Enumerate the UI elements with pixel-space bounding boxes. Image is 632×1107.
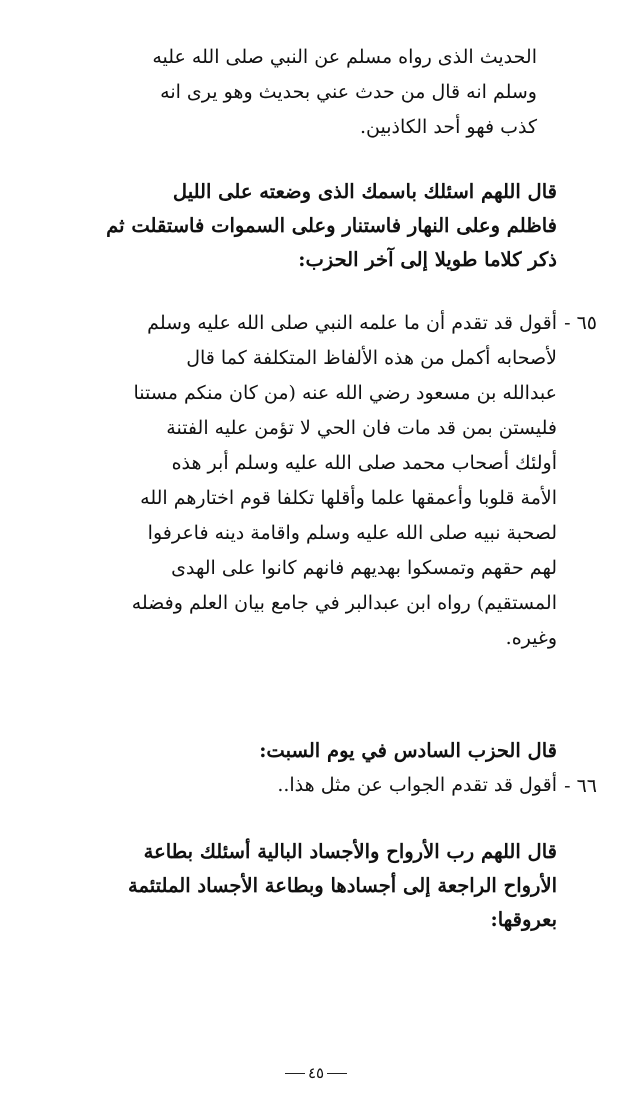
paragraph-numbered-65	[57, 306, 597, 656]
paragraph-hadith-note	[57, 40, 537, 145]
number-dash: -	[564, 312, 571, 334]
text-line: عبدالله بن مسعود رضي الله عنه (من كان منكم مستنا	[133, 382, 557, 404]
text-line: ذكر كلاما طويلا إلى آخر الحزب:	[298, 248, 557, 271]
text-line: لأصحابه أكمل من هذه الألفاظ المتكلفة كما قال	[186, 347, 557, 369]
text-line: المستقيم) رواه ابن عبدالبر في جامع بيان العلم وفضله	[131, 592, 557, 614]
text-line: قال اللهم رب الأرواح والأجساد البالية أسئلك بطاعة	[143, 840, 557, 863]
number-label: ٦٥	[576, 312, 597, 334]
text-line: فاظلم وعلى النهار فاستنار وعلى السموات فاستقلت ثم	[106, 214, 557, 237]
paragraph-section-sixth-hizb	[57, 734, 597, 803]
number-label: ٦٦	[576, 775, 597, 797]
section-heading: قال الحزب السادس في يوم السبت:	[259, 739, 557, 762]
text-line: وغيره.	[505, 627, 557, 649]
paragraph-quoted-prayer	[57, 175, 557, 277]
text-line: لصحبة نبيه صلى الله عليه وسلم واقامة دينه فاعرفوا	[147, 522, 557, 544]
text-line: الأمة قلوبا وأعمقها علما وأقلها تكلفا قوم اختارهم الله	[140, 487, 557, 509]
text-line: قال اللهم اسئلك باسمك الذى وضعته على الليل	[172, 180, 557, 203]
footer-rule-right	[327, 1073, 347, 1074]
text-line: الأرواح الراجعة إلى أجسادها وبطاعة الأجساد الملتئمة	[128, 874, 557, 897]
text-line: الحديث الذى رواه مسلم عن النبي صلى الله عليه	[152, 46, 537, 68]
text-line: أقول قد تقدم أن ما علمه النبي صلى الله عليه وسلم	[147, 312, 557, 334]
text-line: وسلم انه قال من حدث عني بحديث وهو يرى انه	[160, 81, 537, 103]
paragraph-number	[564, 306, 597, 341]
text-line: بعروقها:	[490, 908, 557, 931]
page-footer	[0, 1063, 632, 1082]
paragraph-number	[564, 769, 597, 804]
number-dash: -	[564, 775, 571, 797]
page-number: ٤٥	[307, 1064, 325, 1082]
text-line: فليستن بمن قد مات فان الحي لا تؤمن عليه الفتنة	[166, 417, 557, 439]
text-line: كذب فهو أحد الكاذبين.	[359, 116, 537, 138]
text-line: أقول قد تقدم الجواب عن مثل هذا..	[277, 774, 557, 796]
footer-rule-left	[285, 1073, 305, 1074]
text-line: لهم حقهم وتمسكوا بهديهم فانهم كانوا على الهدى	[171, 557, 557, 579]
text-line: أولئك أصحاب محمد صلى الله عليه وسلم أبر هذه	[171, 452, 557, 474]
paragraph-quoted-prayer-2	[57, 835, 557, 937]
